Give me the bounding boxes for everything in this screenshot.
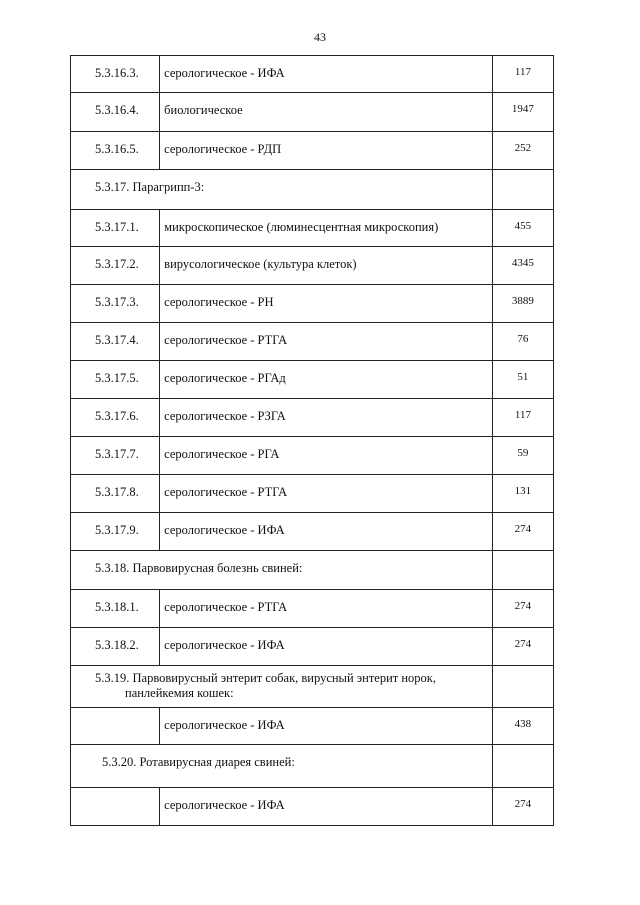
row-price: 455 (492, 210, 553, 247)
page-number: 43 (314, 30, 326, 44)
row-name: серологическое - РГАд (160, 361, 493, 399)
row-price: 117 (492, 399, 553, 437)
row-price: 76 (492, 323, 553, 361)
section-header-row (71, 170, 554, 210)
section-header: 5.3.20. Ротавирусная диарея свиней: (71, 745, 493, 788)
row-code: 5.3.17.4. (71, 323, 160, 361)
row-price: 117 (492, 56, 553, 93)
section-header-row (71, 551, 554, 590)
row-name: биологическое (160, 93, 493, 132)
row-code: 5.3.17.5. (71, 361, 160, 399)
row-code: 5.3.17.8. (71, 475, 160, 513)
row-name: серологическое - РТГА (160, 475, 493, 513)
row-code: 5.3.17.3. (71, 285, 160, 323)
table-row (71, 361, 554, 399)
table-row (71, 399, 554, 437)
row-code: 5.3.17.1. (71, 210, 160, 247)
section-header: 5.3.18. Парвовирусная болезнь свиней: (71, 551, 493, 590)
table-row (71, 628, 554, 666)
row-code: 5.3.18.2. (71, 628, 160, 666)
table-row (71, 247, 554, 285)
table-row (71, 708, 554, 745)
table-row (71, 56, 554, 93)
row-price: 274 (492, 788, 553, 826)
row-name: серологическое - РДП (160, 132, 493, 170)
row-price: 131 (492, 475, 553, 513)
table-row (71, 437, 554, 475)
row-code: 5.3.18.1. (71, 590, 160, 628)
section-header-row (71, 666, 554, 708)
row-code: 5.3.17.9. (71, 513, 160, 551)
row-name: серологическое - РН (160, 285, 493, 323)
row-name: вирусологическое (культура клеток) (160, 247, 493, 285)
row-price: 4345 (492, 247, 553, 285)
table-row (71, 132, 554, 170)
row-code: 5.3.16.4. (71, 93, 160, 132)
table-row (71, 788, 554, 826)
row-price: 1947 (492, 93, 553, 132)
empty-price-cell (492, 666, 553, 708)
row-name: серологическое - РГА (160, 437, 493, 475)
section-header-line1: 5.3.19. Парвовирусный энтерит собак, вирусный энтерит норок, (95, 671, 436, 685)
row-code (71, 788, 160, 826)
price-table (70, 55, 554, 826)
row-price: 252 (492, 132, 553, 170)
empty-price-cell (492, 170, 553, 210)
row-price: 274 (492, 628, 553, 666)
row-name: серологическое - ИФА (160, 788, 493, 826)
section-header-line2: панлейкемия кошек: (125, 686, 234, 700)
row-name: серологическое - ИФА (160, 628, 493, 666)
row-price: 59 (492, 437, 553, 475)
row-name: серологическое - ИФА (160, 56, 493, 93)
row-price: 51 (492, 361, 553, 399)
row-name: серологическое - РЗГА (160, 399, 493, 437)
row-code: 5.3.17.2. (71, 247, 160, 285)
row-price: 3889 (492, 285, 553, 323)
row-code: 5.3.16.3. (71, 56, 160, 93)
row-name: серологическое - ИФА (160, 708, 493, 745)
row-name: серологическое - ИФА (160, 513, 493, 551)
section-header: 5.3.17. Парагрипп-3: (71, 170, 493, 210)
row-name: серологическое - РТГА (160, 590, 493, 628)
row-code: 5.3.17.6. (71, 399, 160, 437)
row-code: 5.3.16.5. (71, 132, 160, 170)
row-name: микроскопическое (люминесцентная микроскопия) (160, 210, 493, 247)
row-name: серологическое - РТГА (160, 323, 493, 361)
row-code: 5.3.17.7. (71, 437, 160, 475)
table-row (71, 323, 554, 361)
row-price: 438 (492, 708, 553, 745)
table-row (71, 285, 554, 323)
row-price: 274 (492, 513, 553, 551)
section-header-row (71, 745, 554, 788)
table-row (71, 93, 554, 132)
table-row (71, 590, 554, 628)
row-code (71, 708, 160, 745)
row-price: 274 (492, 590, 553, 628)
empty-price-cell (492, 745, 553, 788)
section-header (71, 666, 493, 708)
table-row (71, 475, 554, 513)
table-row (71, 210, 554, 247)
empty-price-cell (492, 551, 553, 590)
table-row (71, 513, 554, 551)
